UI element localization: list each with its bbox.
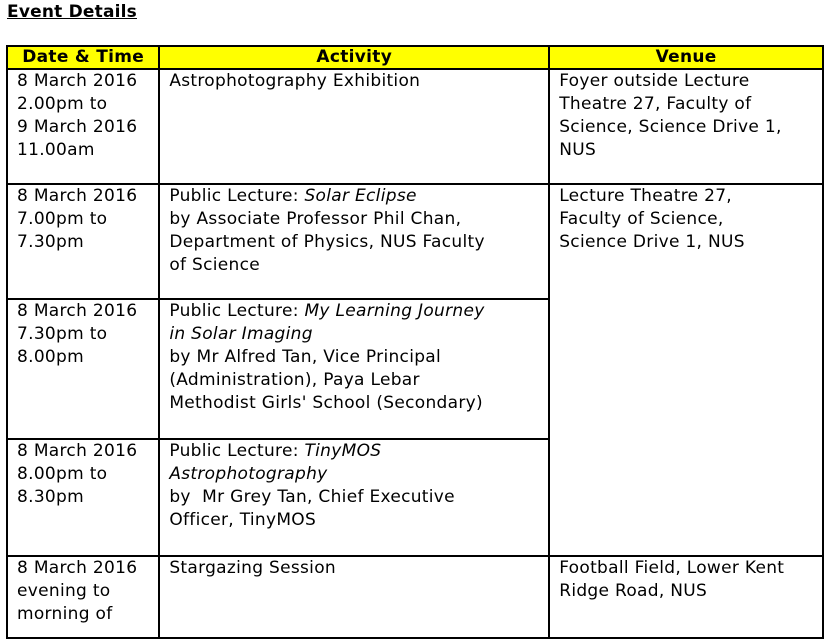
column-header-date: Date & Time [7,46,159,69]
lecture-prefix: Public Lecture: [169,186,305,206]
date-cell [7,69,159,184]
speaker-line: (Administration), Paya Lebar [169,370,420,390]
date-line: 8 March 2016 [17,558,138,578]
date-cell [7,556,159,638]
table-header-row [7,46,823,69]
date-line: 7.30pm [17,232,85,252]
date-line: 8.00pm [17,347,85,367]
date-line: 8 March 2016 [17,301,138,321]
venue-line: Science Drive 1, NUS [559,232,745,252]
column-header-activity: Activity [159,46,549,69]
activity-cell [159,439,549,556]
date-line: 8 March 2016 [17,441,138,461]
date-line: 7.00pm to [17,209,108,229]
activity-name: Astrophotography Exhibition [169,71,421,91]
page-title: Event Details [7,2,137,22]
lecture-prefix: Public Lecture: [169,301,305,321]
speaker-line: of Science [169,255,261,275]
table-row [7,556,823,638]
venue-cell [549,69,823,184]
venue-line: Lecture Theatre 27, [559,186,733,206]
venue-line: Football Field, Lower Kent [559,558,785,578]
date-line: 8.30pm [17,487,85,507]
activity-cell [159,299,549,439]
speaker-line: by Mr Alfred Tan, Vice Principal [169,347,442,367]
date-line: 2.00pm to [17,94,108,114]
venue-cell [549,556,823,638]
activity-title-line [169,440,540,463]
speaker-line: by Associate Professor Phil Chan, [169,209,462,229]
activity-cell [159,69,549,184]
table-row [7,69,823,184]
activity-title-line [169,185,540,208]
speaker-line: Officer, TinyMOS [169,510,317,530]
venue-line: Ridge Road, NUS [559,581,708,601]
activity-cell [159,184,549,299]
speaker-line: Department of Physics, NUS Faculty [169,232,485,252]
speaker-line: by Mr Grey Tan, Chief Executive [169,487,455,507]
date-line: 8.00pm to [17,464,108,484]
activity-cell [159,556,549,638]
speaker-line: Methodist Girls' School (Secondary) [169,393,483,413]
date-line: 8 March 2016 [17,186,138,206]
date-cell [7,439,159,556]
lecture-title: TinyMOS [304,441,382,461]
venue-line: Faculty of Science, [559,209,724,229]
lecture-title: in Solar Imaging [169,324,313,344]
event-details-table [6,45,824,639]
activity-name: Stargazing Session [169,558,336,578]
date-cell [7,184,159,299]
date-line: evening to [17,581,111,601]
lecture-prefix: Public Lecture: [169,441,305,461]
date-line: 11.00am [17,140,95,160]
table-row [7,184,823,299]
lecture-title: Solar Eclipse [304,186,417,206]
date-line: 9 March 2016 [17,117,138,137]
date-line: morning of [17,604,113,624]
venue-cell [549,184,823,556]
column-header-venue: Venue [549,46,823,69]
activity-title-line [169,300,540,323]
date-line: 8 March 2016 [17,71,138,91]
date-cell [7,299,159,439]
venue-line: Foyer outside Lecture [559,71,750,91]
venue-line: NUS [559,140,597,160]
date-line: 7.30pm to [17,324,108,344]
lecture-title: My Learning Journey [304,301,485,321]
lecture-title: Astrophotography [169,464,328,484]
venue-line: Theatre 27, Faculty of [559,94,752,114]
venue-line: Science, Science Drive 1, [559,117,782,137]
